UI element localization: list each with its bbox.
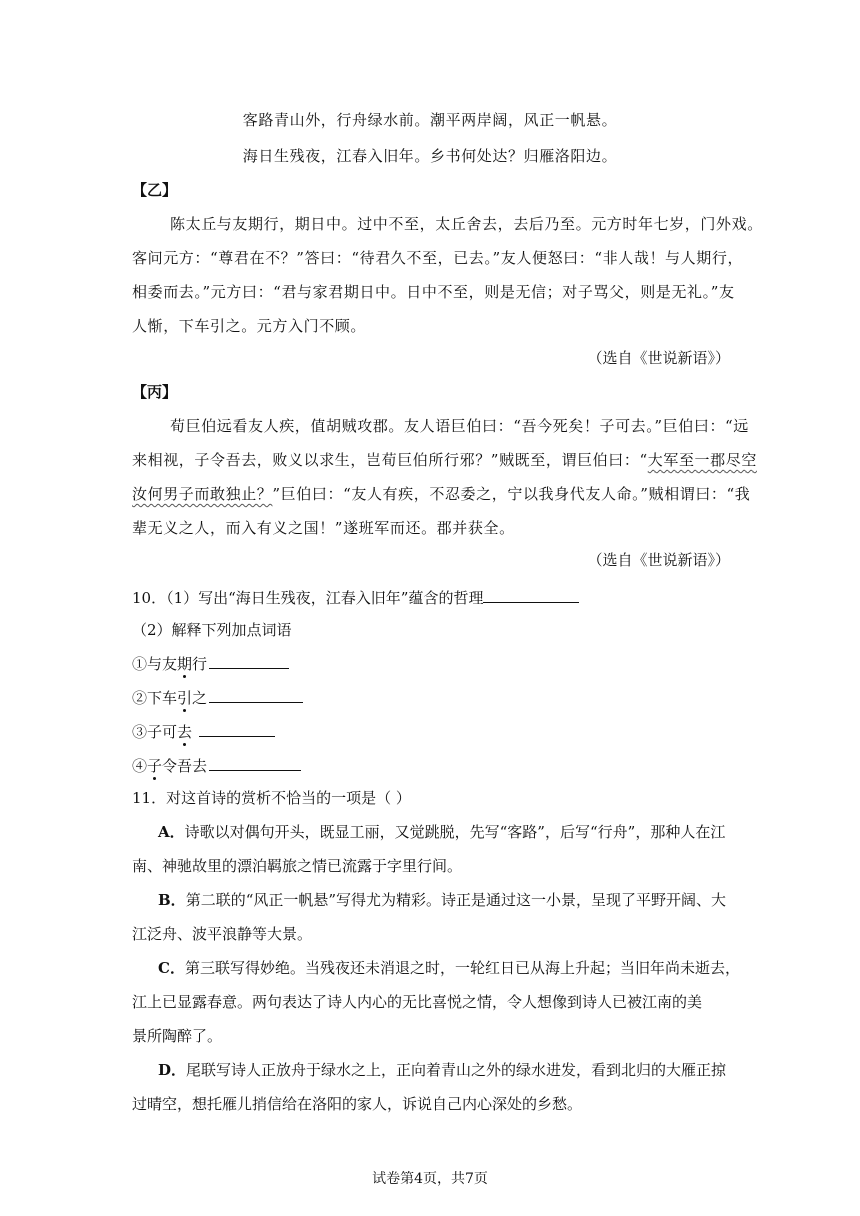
answer-blank-philosophy[interactable]: [483, 586, 579, 603]
item-2: [132, 686, 303, 708]
option-d-line-1[interactable]: [158, 1060, 726, 1080]
item-1: [132, 652, 289, 674]
item-4: [132, 754, 301, 776]
option-c-line-1[interactable]: [158, 958, 740, 978]
yi-text-line-4: 人惭，下车引之。元方入门不顾。: [132, 317, 367, 335]
option-a-line-2: 南、神驰故里的漂泊羁旅之情已流露于字里行间。: [132, 857, 463, 875]
question-10-number: 10．: [132, 589, 167, 607]
item-3-suffix: [192, 723, 197, 741]
yi-text-line-2: 客问元方：“尊君在不？”答曰：“待君久不至，已去。”友人便怒曰：“非人哉！与人期行，: [132, 249, 744, 267]
section-yi-heading: 【乙】: [132, 181, 178, 199]
poem-line-1: 客路青山外，行舟绿水前。潮平两岸阔，风正一帆悬。: [242, 111, 618, 129]
item-3-prefix: ③子可: [132, 723, 178, 741]
section-bing-heading: 【丙】: [132, 383, 178, 401]
option-b-line-1[interactable]: [158, 890, 726, 910]
bing-text-line-1: 荀巨伯远看友人疾，值胡贼攻郡。友人语巨伯曰：“吾今死矣！子可去。”巨伯曰：“远: [170, 417, 749, 435]
yi-text-line-1: 陈太丘与友期行，期日中。过中不至，太丘舍去，去后乃至。元方时年七岁，门外戏。: [170, 215, 763, 233]
question-10-part-1-text: （1）写出“海日生残夜，江春入旧年”蕴含的哲理: [166, 589, 484, 607]
option-c-line-3: 景所陶醉了。: [132, 1027, 223, 1045]
wavy-underlined-sentence-part-1: 大军至一郡尽空: [647, 451, 757, 469]
item-2-suffix: 之: [192, 689, 208, 707]
option-d-line-2: 过晴空，想托雁儿捎信给在洛阳的家人，诉说自己内心深处的乡愁。: [132, 1095, 583, 1113]
item-1-prefix: ①与友: [132, 655, 178, 673]
item-1-suffix: 行: [192, 655, 208, 673]
option-b-text-1: 第二联的“风正一帆悬”写得尤为精彩。诗正是通过这一小景，呈现了平野开阔、大: [185, 891, 727, 909]
poem-line-2: 海日生残夜，江春入旧年。乡书何处达？归雁洛阳边。: [242, 147, 618, 165]
answer-blank-4[interactable]: [209, 754, 301, 771]
option-a-label: A．: [158, 823, 185, 841]
item-4-dotted-word: 子: [147, 757, 163, 775]
bing-line-3-text: ”巨伯曰：“友人有疾，不忍委之，宁以我身代友人命。”贼相谓曰：“我: [272, 485, 751, 503]
option-d-label: D．: [158, 1061, 187, 1079]
option-b-line-2: 江泛舟、波平浪静等大景。: [132, 925, 313, 943]
item-2-dotted-word: 引: [177, 689, 193, 707]
option-b-label: B．: [158, 891, 186, 909]
question-11-stem: 11．对这首诗的赏析不恰当的一项是（ ）: [132, 789, 411, 807]
item-1-dotted-word: 期: [177, 655, 193, 673]
yi-source: （选自《世说新语》）: [587, 349, 730, 367]
option-c-line-2: 江上已显露春意。两句表达了诗人内心的无比喜悦之情，令人想像到诗人已被江南的美: [132, 993, 703, 1011]
yi-text-line-3: 相委而去。”元方曰：“君与家君期日中。日中不至，则是无信；对子骂父，则是无礼。”友: [132, 283, 735, 301]
option-a-text-1: 诗歌以对偶句开头，既显工丽，又觉跳脱，先写“客路”，后写“行舟”，那种人在江: [184, 823, 726, 841]
wavy-underlined-sentence-part-2: 汝何男子而敢独止？: [132, 485, 273, 503]
bing-text-line-2: [132, 450, 757, 470]
question-10-part-1: [132, 586, 579, 608]
option-c-text-1: 第三联写得妙绝。当残夜还未消退之时，一轮红日已从海上升起；当旧年尚未逝去，: [184, 959, 740, 977]
bing-text-line-4: 辈无义之人，而入有义之国！”遂班军而还。郡并获全。: [132, 519, 515, 537]
option-d-text-1: 尾联写诗人正放舟于绿水之上，正向着青山之外的绿水进发，看到北归的大雁正掠: [186, 1061, 727, 1079]
answer-blank-1[interactable]: [209, 652, 289, 669]
item-3: [132, 720, 275, 742]
bing-line-2-text: 来相视，子令吾去，败义以求生，岂荀巨伯所行邪？”贼既至，谓巨伯曰：“: [132, 451, 648, 469]
bing-text-line-3: [132, 484, 750, 504]
question-10-part-2: （2）解释下列加点词语: [132, 621, 292, 639]
option-a-line-1[interactable]: [158, 822, 725, 842]
item-2-prefix: ②下车: [132, 689, 178, 707]
item-3-dotted-word: 去: [177, 723, 193, 741]
page-footer: 试卷第4页，共7页: [372, 1171, 488, 1187]
item-4-suffix: 令吾去: [162, 757, 208, 775]
item-4-prefix: ④: [132, 757, 148, 775]
answer-blank-3[interactable]: [199, 720, 275, 737]
answer-blank-2[interactable]: [209, 686, 303, 703]
bing-source: （选自《世说新语》）: [587, 551, 730, 569]
option-c-label: C．: [158, 959, 185, 977]
